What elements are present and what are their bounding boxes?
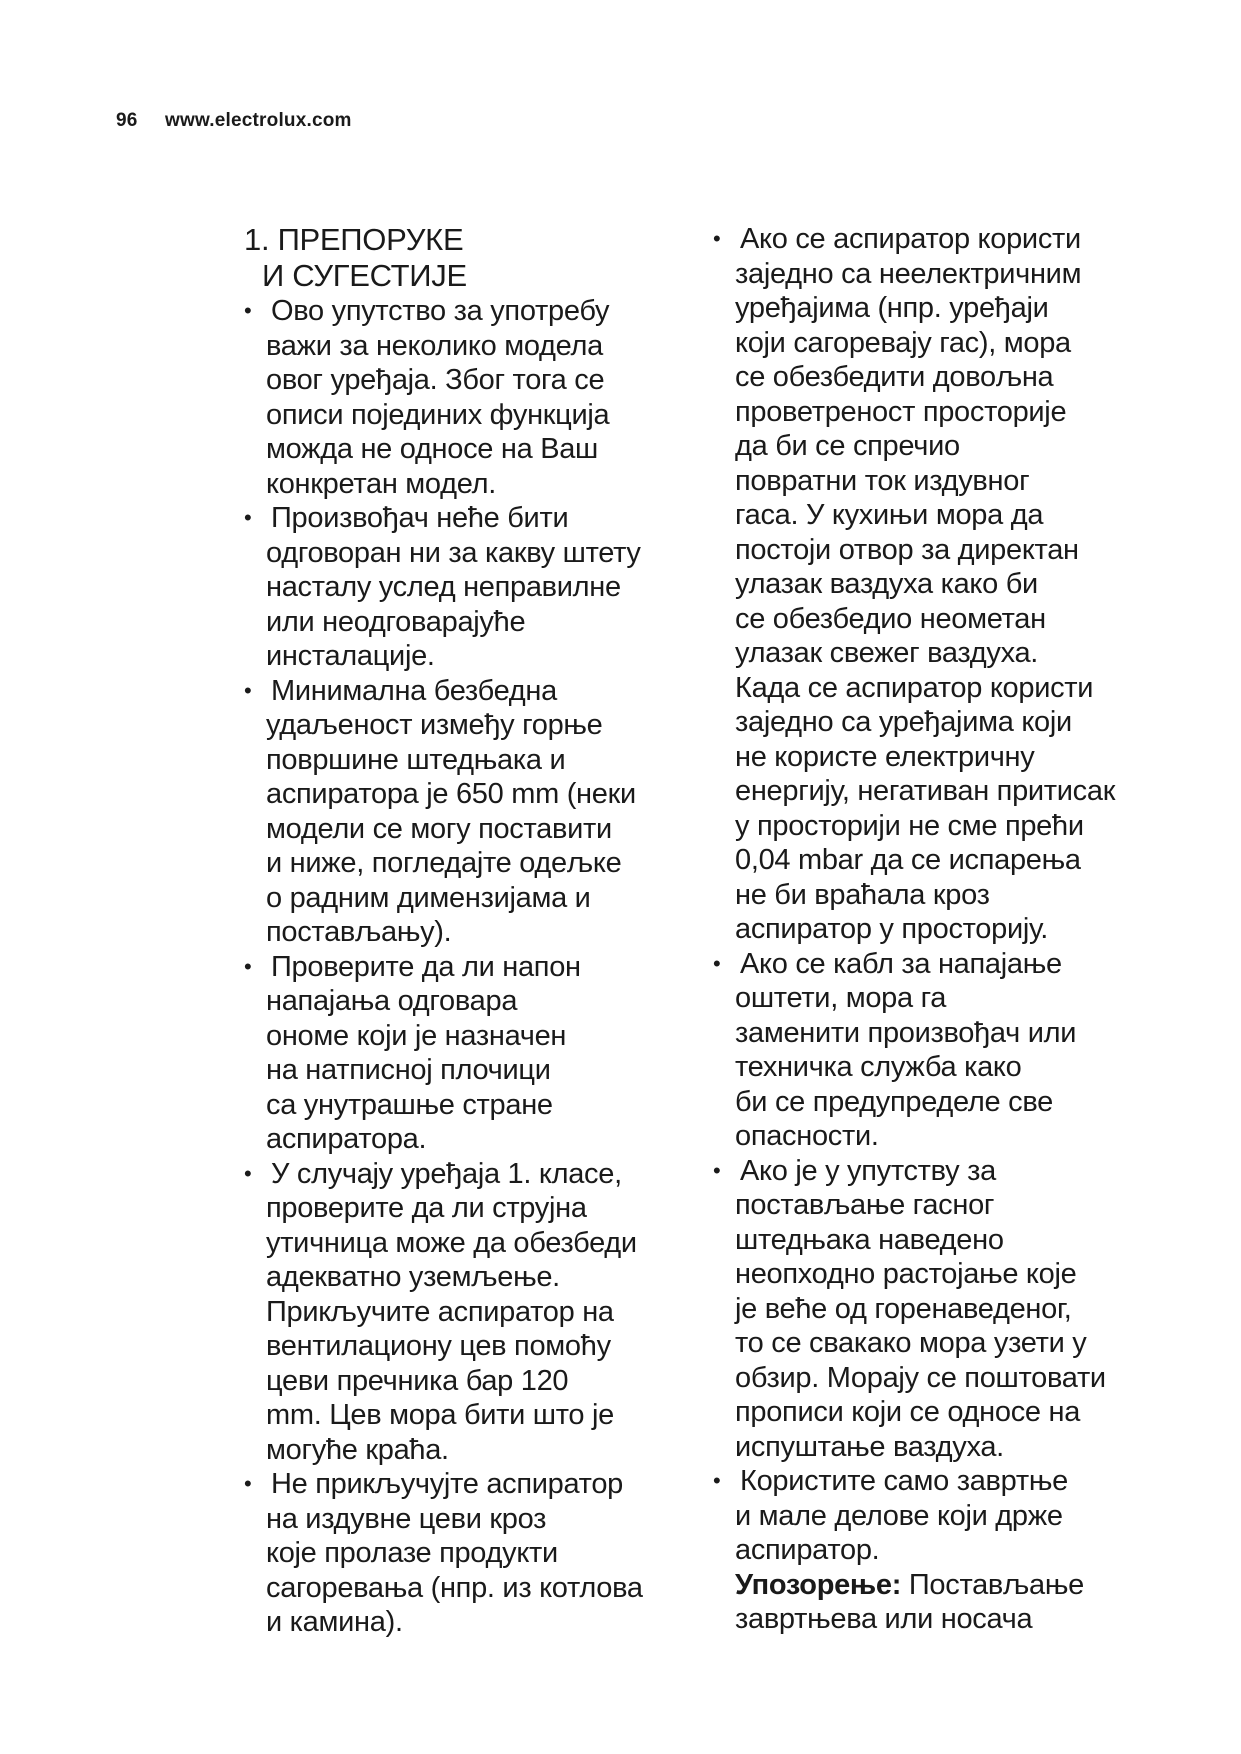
list-item-line: не користе електричну bbox=[735, 740, 1035, 773]
list-item-line: то се свакако мора узети у bbox=[735, 1327, 1087, 1359]
bullet-icon: • bbox=[244, 1160, 252, 1186]
warning-line bbox=[735, 1568, 1153, 1603]
list-item-line: инсталације. bbox=[266, 640, 435, 672]
right-column bbox=[713, 222, 1153, 1637]
bullet-icon: • bbox=[713, 1157, 721, 1183]
list-item-line: проветреност просторије bbox=[735, 395, 1067, 428]
list-item-line: површине штедњака и bbox=[266, 743, 566, 776]
list-item-line: да би се спречио bbox=[735, 430, 960, 462]
list-item-line: о радним димензијама и bbox=[266, 881, 591, 914]
list-item-line: постављању). bbox=[266, 916, 452, 948]
list-item-line: опасности. bbox=[735, 1120, 879, 1152]
list-item-line: Ако се кабл за напајање bbox=[740, 947, 1062, 980]
left-column bbox=[244, 222, 684, 1640]
list-item-line: одговоран ни за какву штету bbox=[266, 536, 641, 569]
list-item-line: аспиратор. bbox=[735, 1534, 880, 1566]
list-item-line: уређајима (нпр. уређаји bbox=[735, 292, 1049, 324]
list-item-line: се обезбедио неометан bbox=[735, 602, 1046, 635]
list-item-line: постављање гасног bbox=[735, 1189, 995, 1221]
website-url: www.electrolux.com bbox=[165, 110, 352, 131]
list-item-line: обзир. Морају се поштовати bbox=[735, 1361, 1106, 1394]
warning-text: завртњева или носача bbox=[735, 1603, 1033, 1635]
list-item-line: испуштање ваздуха. bbox=[735, 1430, 1004, 1463]
list-item-line: Ако се аспиратор користи bbox=[740, 223, 1081, 255]
list-item-line: утичница може да обезбеди bbox=[266, 1226, 637, 1259]
list-item-line: неопходно растојање које bbox=[735, 1258, 1077, 1290]
list-item-line: проверите да ли струјна bbox=[266, 1192, 587, 1224]
list-item-line: постоји отвор за директан bbox=[735, 533, 1079, 566]
list-item-line: је веће од горенаведеног, bbox=[735, 1292, 1072, 1325]
list-item-line: 0,04 mbar да се испарења bbox=[735, 844, 1081, 876]
list-item-line: насталу услед неправилне bbox=[266, 571, 621, 603]
list-item-line: Минимална безбедна bbox=[271, 674, 557, 707]
list-item-line: техничка служба како bbox=[735, 1051, 1022, 1083]
list-item-line: које пролазе продукти bbox=[266, 1537, 558, 1569]
list-item-line: штедњака наведено bbox=[735, 1223, 1004, 1256]
list-item-line: који сагоревају гас), мора bbox=[735, 326, 1071, 359]
bullet-icon: • bbox=[244, 298, 252, 323]
list-item-line: Користите само завртње bbox=[740, 1465, 1068, 1497]
warning-label: Упозорење: bbox=[735, 1568, 902, 1601]
list-item-line: овог уређаја. Због тога се bbox=[266, 364, 605, 396]
list-item bbox=[713, 947, 1153, 1154]
list-item-line: са унутрашње стране bbox=[266, 1088, 553, 1121]
list-item bbox=[713, 222, 1153, 947]
list-item-line: у просторији не сме прећи bbox=[735, 809, 1084, 842]
list-item-line: могуће краћа. bbox=[266, 1433, 449, 1466]
list-item bbox=[244, 294, 684, 501]
list-item-line: заменити произвођач или bbox=[735, 1016, 1077, 1049]
list-item-line: не би враћала кроз bbox=[735, 878, 990, 911]
list-item bbox=[244, 1157, 684, 1468]
list-item-line: удаљеност између горње bbox=[266, 709, 603, 741]
section-heading bbox=[244, 222, 684, 294]
list-item-line: сагоревања (нпр. из котлова bbox=[266, 1571, 643, 1604]
list-item-line: цеви пречника бар 120 bbox=[266, 1364, 569, 1397]
list-item-line: У случају уређаја 1. класе, bbox=[271, 1157, 622, 1190]
bullet-icon: • bbox=[244, 1471, 252, 1496]
list-item-line: аспиратор у просторију. bbox=[735, 913, 1049, 945]
list-item-line: вентилациону цев помоћу bbox=[266, 1330, 611, 1362]
warning-text: Постављање bbox=[908, 1568, 1084, 1601]
list-item-line: би се предупределе све bbox=[735, 1085, 1053, 1118]
bullet-icon: • bbox=[244, 505, 252, 530]
page-header bbox=[116, 110, 352, 132]
list-item-line: Прикључите аспиратор на bbox=[266, 1295, 614, 1328]
bullet-icon: • bbox=[713, 226, 721, 251]
list-item-line: оштети, мора га bbox=[735, 982, 947, 1014]
bullet-icon: • bbox=[244, 953, 252, 979]
section-heading-line-2: И СУГЕСТИЈЕ bbox=[262, 258, 467, 293]
bullet-icon: • bbox=[244, 677, 252, 703]
list-item bbox=[244, 1467, 684, 1640]
page-number: 96 bbox=[116, 110, 138, 131]
list-item-line: повратни ток издувног bbox=[735, 464, 1030, 497]
list-item bbox=[713, 1154, 1153, 1465]
list-item-line: Произвођач неће бити bbox=[271, 502, 569, 534]
list-item-line: модели се могу поставити bbox=[266, 812, 612, 845]
list-item-line: важи за неколико модела bbox=[266, 329, 603, 362]
left-bullet-list bbox=[244, 294, 684, 1640]
list-item-line: Проверите да ли напон bbox=[271, 950, 581, 983]
list-item-line: ономе који је назначен bbox=[266, 1019, 567, 1052]
list-item-line: улазак свежег ваздуха. bbox=[735, 637, 1039, 669]
list-item bbox=[244, 501, 684, 674]
list-item-line: заједно са уређајима који bbox=[735, 706, 1072, 738]
section-heading-line-1: 1. ПРЕПОРУКЕ bbox=[244, 222, 464, 257]
list-item bbox=[244, 950, 684, 1157]
list-item-line: и мале делове који држе bbox=[735, 1499, 1063, 1532]
bullet-icon: • bbox=[713, 1468, 721, 1493]
list-item-line: се обезбедити довољна bbox=[735, 361, 1054, 393]
list-item-line: конкретан модел. bbox=[266, 467, 496, 500]
list-item-line: и камина). bbox=[266, 1606, 403, 1638]
list-item bbox=[244, 674, 684, 950]
list-item-line: mm. Цев мора бити што је bbox=[266, 1399, 614, 1431]
list-item-line: Ако је у упутству за bbox=[740, 1154, 996, 1187]
list-item-line: енергију, негативан притисак bbox=[735, 775, 1116, 807]
list-item-line: можда не односе на Ваш bbox=[266, 433, 599, 465]
list-item-line: Када се аспиратор користи bbox=[735, 671, 1094, 704]
list-item-line: Не прикључујте аспиратор bbox=[271, 1468, 623, 1500]
list-item-line: заједно са неелектричним bbox=[735, 257, 1082, 290]
list-item-line: Ово упутство за употребу bbox=[271, 295, 610, 327]
list-item-line: напајања одговара bbox=[266, 985, 518, 1017]
list-item-line: и ниже, погледајте одељке bbox=[266, 847, 622, 879]
list-item-line: улазак ваздуха како би bbox=[735, 568, 1038, 600]
list-item-line: или неодговарајуће bbox=[266, 605, 526, 638]
list-item bbox=[713, 1464, 1153, 1637]
list-item-line: аспиратора је 650 mm (неки bbox=[266, 778, 636, 810]
list-item-line: на натписној плочици bbox=[266, 1054, 551, 1086]
list-item-line: адекватно уземљење. bbox=[266, 1261, 560, 1293]
list-item-line: на издувне цеви кроз bbox=[266, 1502, 547, 1535]
list-item-line: описи појединих функција bbox=[266, 398, 610, 431]
list-item-line: аспиратора. bbox=[266, 1123, 427, 1155]
bullet-icon: • bbox=[713, 950, 721, 976]
right-bullet-list bbox=[713, 222, 1153, 1637]
list-item-line: прописи који се односе на bbox=[735, 1396, 1081, 1428]
list-item-line: гаса. У кухињи мора да bbox=[735, 499, 1044, 531]
